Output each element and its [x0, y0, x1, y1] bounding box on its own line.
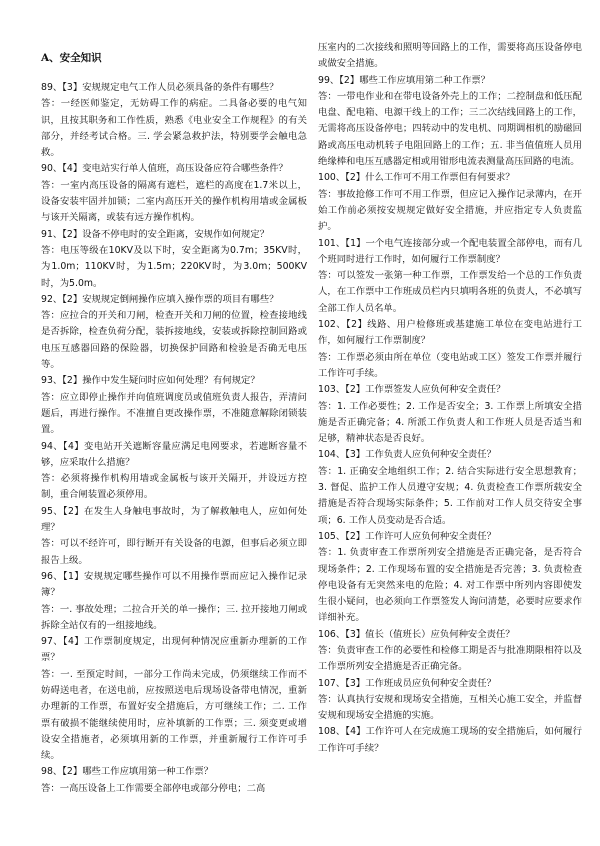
answer: 答：认真执行安规和现场安全措施，互相关心施工安全，并监督安规和现场安全措施的实施。	[318, 693, 582, 722]
question: 96、【1】安规规定哪些操作可以不用操作票而应记入操作记录簿？	[41, 570, 307, 599]
answer: 答：事故抢修工作可不用工作票，但应记入操作记录薄内，在开始工作前必须按安规规定做好安全措施，并应指定专人负责监护。	[318, 188, 582, 233]
question: 90、【4】变电站实行单人值班，高压设备应符合哪些条件？	[41, 163, 288, 175]
answer: 答：1. 正确安全地组织工作；2. 结合实际进行安全思想教育；3. 督促、监护工作人员遵守安规；4. 负责检查工作票所载安全措施是否符合现场实际条件；5. 工作前对工作人员交待安全事项；6. 工作人员变动是否合适。	[318, 465, 582, 526]
answer: 答：可以不经许可，即行断开有关设备的电源，但事后必须立即报告上级。	[41, 538, 307, 566]
question: 95、【2】在发生人身触电事故时，为了解救触电人，应如何处理？	[41, 505, 307, 534]
question: 106、【3】值长（值班长）应负何种安全责任？	[318, 628, 515, 640]
question: 104、【3】工作负责人应负何种安全责任？	[318, 449, 496, 461]
answer: 答：一经医师鉴定，无妨碍工作的病症。二具备必要的电气知识，且按其职务和工作性质，熟悉《电业安全工作规程》的有关部分，并经考试合格。三. 学会紧急救护法，特别要学会触电急救。	[41, 98, 307, 159]
question: 108、【4】工作许可人在完成施工现场的安全措施后，如何履行工作许可手续？	[318, 726, 582, 754]
answer: 答：1. 负责审查工作票所列安全措施是否正确完备，是否符合现场条件；2. 工作现场布置的安全措施是否完善；3. 负责检查停电设备有无突然来电的危险；4. 对工作票中所列内容即使发生很小疑问，也必须向工作票签发人询问清楚，必要时应要求作详细补充。	[318, 547, 582, 624]
question: 107、【3】工作班成员应负何种安全责任？	[318, 677, 496, 689]
answer: 答：应立即停止操作并向值班调度员或值班负责人报告，弄清问题后，再进行操作。不准擅自更改操作票，不准随意解除闭锁装置。	[41, 391, 307, 436]
answer: 答：应拉合的开关和刀闸，检查开关和刀闸的位置，检查接地线是否拆除，检查负荷分配，装拆接地线，安装或拆除控制回路或电压互感器回路的保险器，切换保护回路和检验是否确无电压等。	[41, 310, 307, 371]
answer: 答：一. 至预定时间，一部分工作尚未完成，仍须继续工作而不妨碍送电者，在送电前，应按照送电后现场设备带电情况，重新办理新的工作票，布置好安全措施后，方可继续工作；二. 工作票有破损不能继续使用时，应补填新的工作票；三. 须变更或增设安全措施者，必须填用新的工作票，并重新履行工作许可手续。	[41, 668, 307, 762]
section-title: A、安全知识	[41, 52, 102, 64]
question: 103、【2】工作票签发人应负何种安全责任？	[318, 384, 506, 396]
answer: 答：工作票必须由所在单位（变电站或工区）签发工作票并履行工作许可手续。	[318, 351, 582, 379]
answer: 答：一带电作业和在带电设备外壳上的工作；二控制盘和低压配电盘、配电箱、电源干线上的工作；三二次结线回路上的工作，无需将高压设备停电；四转动中的发电机、同期调相机的励磁回路或高压电动机转子电阻回路上的工作；五. 非当值值班人员用绝缘棒和电压互感器定相或用钳形电流表测量高压回路的电流。	[318, 90, 582, 168]
answer: 答：电压等级在10KV及以下时，安全距离为0.7m；35KV时，为1.0m；110KV时，为1.5m；220KV时，为3.0m；500KV时，为5.0m。	[41, 244, 307, 289]
answer: 答：一高压设备上工作需要全部停电或部分停电；二高	[41, 782, 266, 794]
answer: 答：可以签发一张第一种工作票，工作票发给一个总的工作负责人，在工作票中工作班成员栏内只填明各班的负责人，不必填写全部工作人员名单。	[318, 270, 582, 314]
question: 93、【2】操作中发生疑问时应如何处理？有何规定？	[41, 375, 260, 387]
answer: 答：必须将操作机构用墙或金属板与该开关隔开，并设远方控制，重合闸装置必须停用。	[41, 473, 307, 501]
question: 105、【2】工作许可人应负何种安全责任？	[318, 530, 496, 542]
question: 100、【2】什么工作可不用工作票但有何要求？	[318, 172, 515, 184]
question: 92、【2】安规规定倒闸操作应填入操作票的项目有哪些？	[41, 293, 279, 305]
question: 101、【1】一个电气连接部分或一个配电装置全部停电，而有几个班同时进行工作时，如何履行工作票制度？	[318, 237, 582, 265]
right-column	[318, 40, 582, 757]
question: 102、【2】线路、用户检修班或基建施工单位在变电站进行工作，如何履行工作票制度？	[318, 319, 582, 347]
question: 97、【4】工作票制度规定，出现何种情况应重新办理新的工作票？	[41, 636, 307, 664]
question: 98、【2】哪些工作应填用第一种工作票？	[41, 766, 214, 778]
answer-continued: 压室内的二次接线和照明等回路上的工作，需要将高压设备停电或做安全措施。	[318, 42, 582, 70]
question: 99、【2】哪些工作应填用第二种工作票？	[318, 74, 491, 86]
question: 91、【2】设备不停电时的安全距离，安规作如何规定？	[41, 228, 270, 240]
answer: 答：负责审查工作的必要性和检修工期是否与批准期限相符以及工作票所列安全措施是否正确完备。	[318, 644, 582, 673]
question: 89、【3】安规规定电气工作人员必须具备的条件有哪些？	[41, 82, 279, 93]
left-column	[41, 80, 307, 797]
question: 94、【4】变电站开关遮断容量应满足电网要求，若遮断容量不够，应采取什么措施？	[41, 440, 307, 468]
answer: 答：一室内高压设备的隔离有遮栏，遮栏的高度在1.7米以上，设备安装牢固并加锁；二室内高压开关的操作机构用墙或金属板与该开关隔离，或装有远方操作机构。	[41, 179, 307, 224]
answer: 答：1. 工作必要性；2. 工作是否安全；3. 工作票上所填安全措施是否正确完备；4. 所派工作负责人和工作班人员是否适当和足够，精神状态是否良好。	[318, 400, 582, 445]
answer: 答：一. 事故处理；二拉合开关的单一操作；三. 拉开接地刀闸或拆除全站仅有的一组接地线。	[41, 603, 307, 631]
